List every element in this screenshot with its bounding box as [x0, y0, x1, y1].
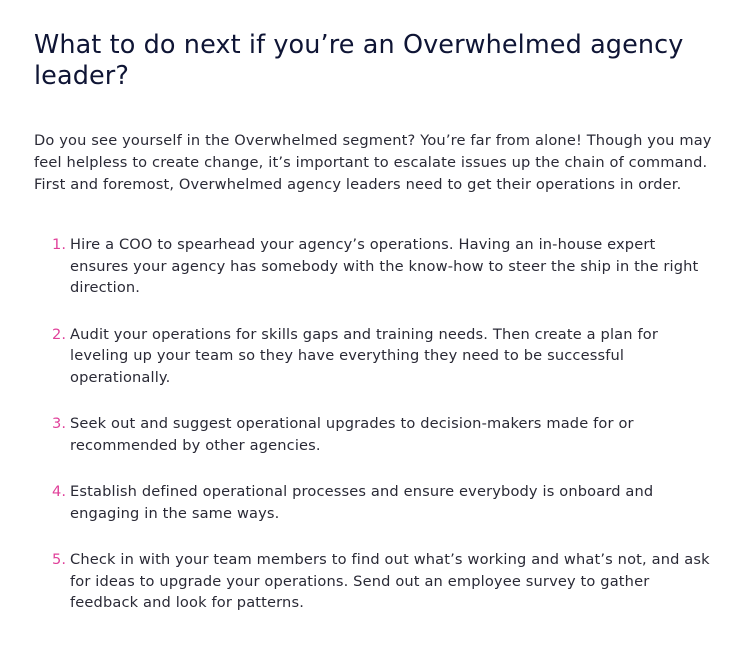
list-item: [34, 549, 714, 614]
list-item-number: 3.: [52, 415, 67, 432]
article-content: [34, 0, 714, 639]
list-item: [34, 234, 714, 299]
steps-list: [34, 234, 714, 614]
list-item-text: Establish defined operational processes and ensure everybody is onboard and engaging in the same ways.: [70, 483, 654, 522]
intro-paragraph: Do you see yourself in the Overwhelmed segment? You’re far from alone! Though you may feel helpless to create change, it’s important to escalate issues up the chain of command. First and foremost, Overwhelmed agency leaders need to get their operations in order.: [34, 132, 712, 193]
list-item-number: 1.: [52, 236, 67, 253]
list-item: [34, 413, 714, 456]
list-item-number: 5.: [52, 551, 67, 568]
list-item-number: 4.: [52, 483, 67, 500]
list-item: [34, 324, 714, 389]
list-item-text: Seek out and suggest operational upgrades to decision-makers made for or recommended by other agencies.: [70, 415, 634, 454]
list-item-number: 2.: [52, 325, 67, 343]
page-title: What to do next if you’re an Overwhelmed agency leader?: [34, 30, 684, 91]
list-item-text: Hire a COO to spearhead your agency’s operations. Having an in-house expert ensures your agency has somebody with the know-how to steer the ship in the right direction.: [70, 236, 699, 296]
list-item-text: Audit your operations for skills gaps and training needs. Then create a plan for leveling up your team so they have everything they need to be successful operationally.: [70, 325, 658, 386]
list-item: [34, 481, 714, 524]
list-item-text: Check in with your team members to find out what’s working and what’s not, and ask for ideas to upgrade your operations. Send out an employee survey to gather feedback and look for patterns.: [70, 551, 710, 611]
